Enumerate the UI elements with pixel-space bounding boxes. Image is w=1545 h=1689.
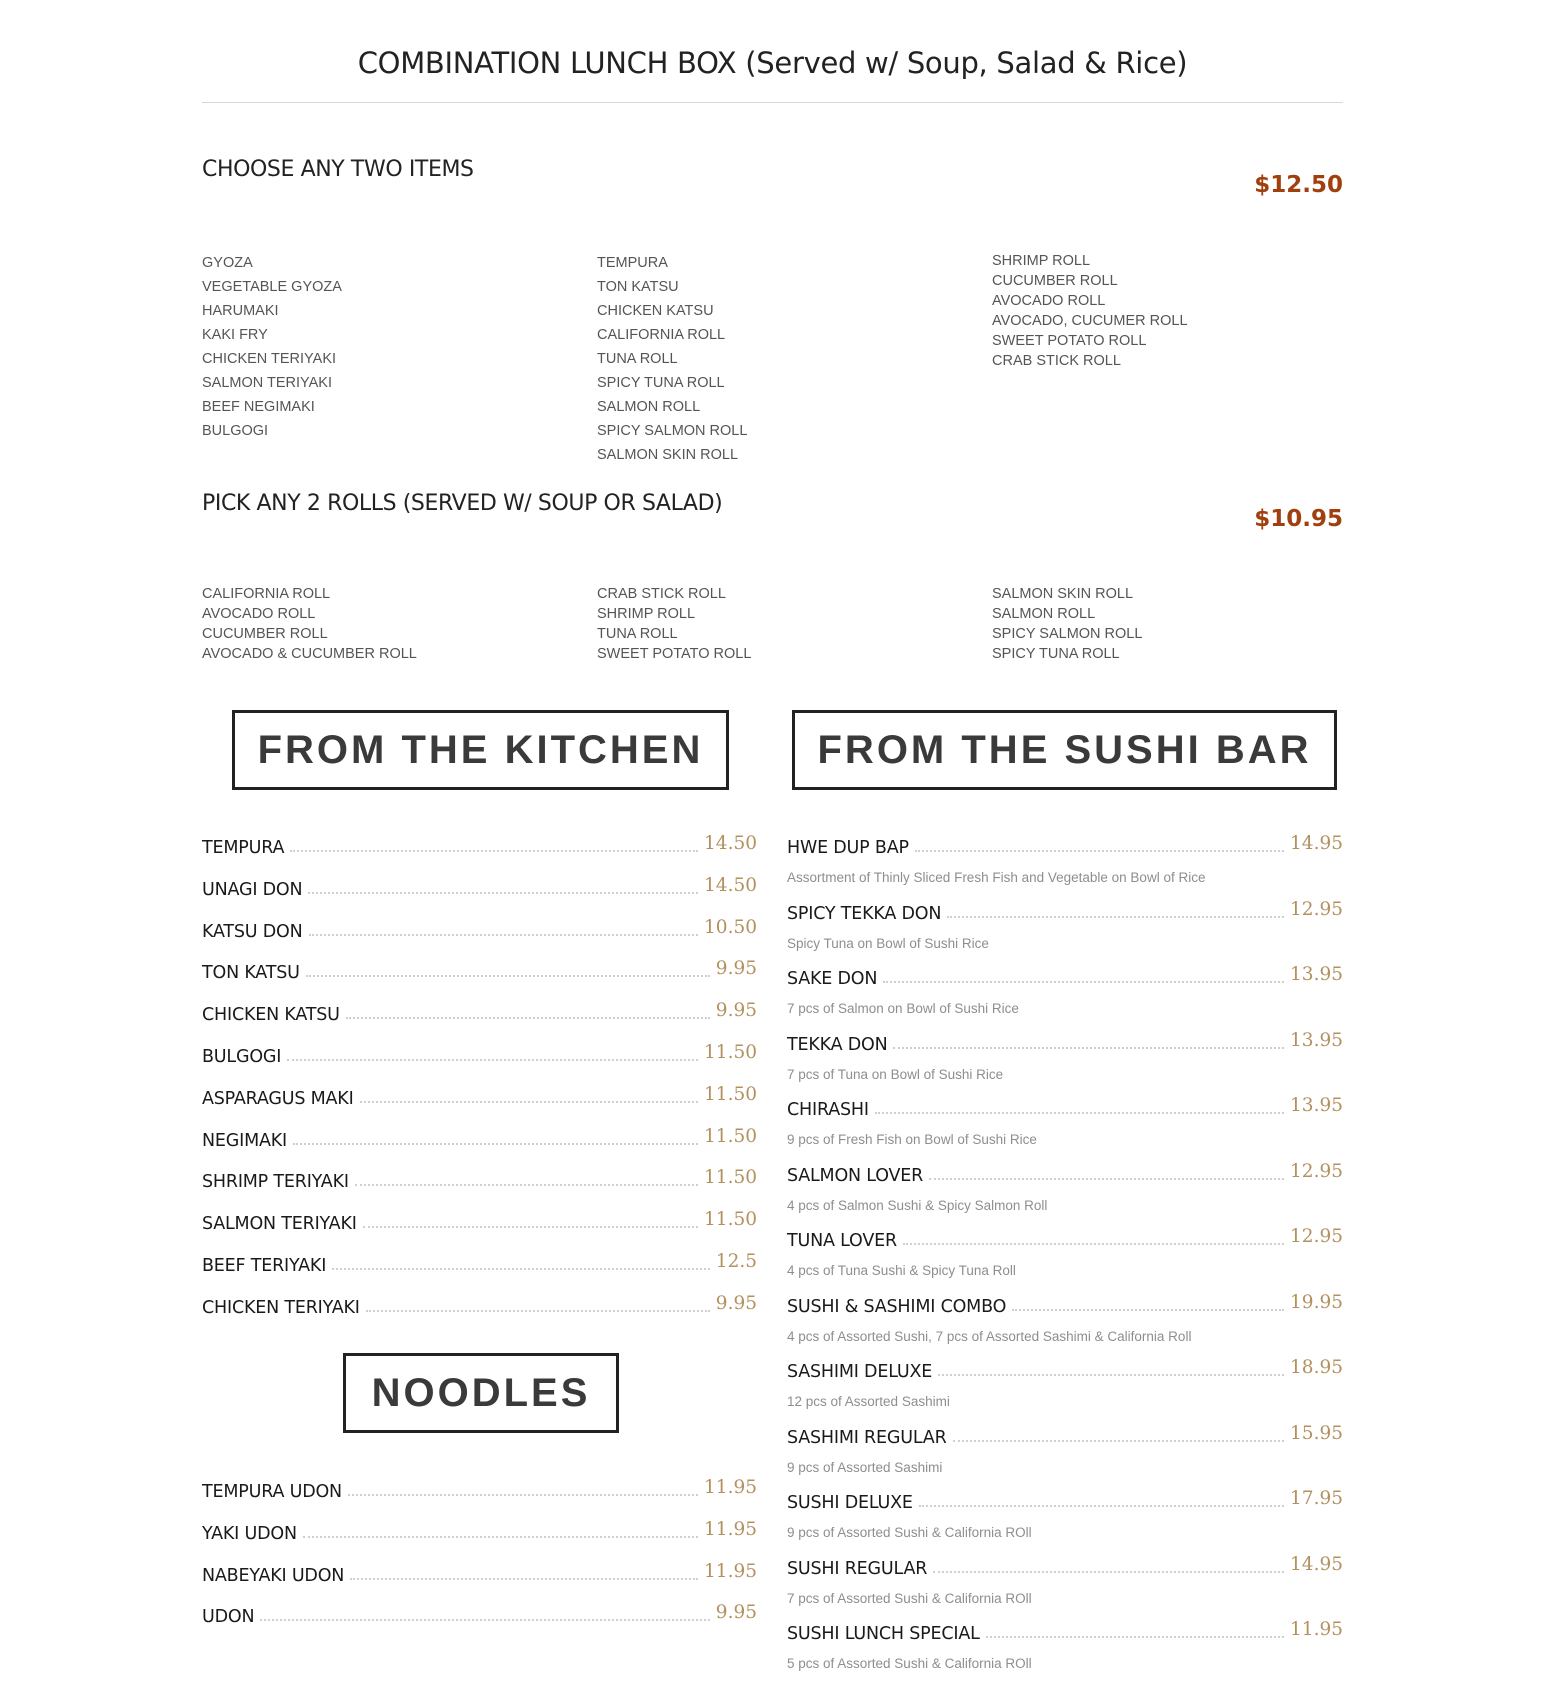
menu-item-price: 11.95: [704, 1560, 757, 1582]
menu-item-price: 12.95: [1290, 1160, 1343, 1182]
menu-item-row: [787, 1029, 1343, 1055]
menu-item: [202, 1518, 757, 1565]
combo-option: SWEET POTATO ROLL: [597, 646, 752, 662]
menu-item-price: 17.95: [1290, 1488, 1343, 1509]
dot-leader: [919, 1505, 1284, 1507]
menu-item-name: SUSHI DELUXE: [787, 1493, 913, 1513]
combo-1-column-2: [597, 251, 967, 467]
combo-option: SALMON TERIYAKI: [202, 375, 332, 391]
dot-leader: [306, 975, 710, 977]
menu-item: [202, 1167, 757, 1213]
menu-item-price: 9.95: [715, 958, 757, 980]
menu-item-name: BULGOGI: [202, 1046, 282, 1067]
dot-leader: [348, 1494, 698, 1496]
menu-item-name: SUSHI REGULAR: [787, 1558, 928, 1579]
combo-option: CRAB STICK ROLL: [992, 353, 1121, 369]
menu-item-row: [787, 1422, 1343, 1448]
kitchen-menu-list: [202, 833, 757, 1339]
kitchen-heading: FROM THE KITCHEN: [232, 710, 729, 790]
menu-item-description: 7 pcs of Assorted Sushi & California ROll: [787, 1590, 1032, 1606]
menu-item: [202, 916, 757, 963]
menu-item-name: KATSU DON: [202, 921, 303, 942]
menu-item-row: [202, 916, 757, 942]
menu-item-row: [202, 833, 757, 858]
combo-option: CALIFORNIA ROLL: [202, 586, 331, 602]
combo-option: CUCUMBER ROLL: [992, 273, 1118, 289]
combo-price: $10.95: [1254, 506, 1343, 532]
menu-item-name: SALMON LOVER: [787, 1165, 924, 1186]
menu-item-row: [202, 1083, 757, 1109]
combo-option: SALMON SKIN ROLL: [992, 586, 1134, 602]
menu-item-row: [787, 1488, 1343, 1513]
combo-1-items: [202, 251, 1343, 461]
menu-item-price: 9.95: [715, 1292, 757, 1314]
combo-option: CHICKEN TERIYAKI: [202, 351, 337, 367]
menu-item-row: [202, 1518, 757, 1544]
combo-option: HARUMAKI: [202, 303, 279, 319]
combo-option: AVOCADO, CUCUMER ROLL: [992, 313, 1188, 329]
menu-item: [202, 1292, 757, 1339]
menu-item-price: 11.50: [704, 1083, 757, 1105]
menu-item: [787, 1160, 1343, 1231]
menu-item-name: SASHIMI DELUXE: [787, 1362, 933, 1382]
dot-leader: [290, 850, 698, 852]
menu-item: [787, 833, 1343, 903]
menu-item-row: [787, 1160, 1343, 1186]
combo-option: CALIFORNIA ROLL: [597, 327, 726, 343]
combo-option: BEEF NEGIMAKI: [202, 399, 315, 415]
menu-item-description: 7 pcs of Salmon on Bowl of Sushi Rice: [787, 1001, 1019, 1016]
menu-item-name: NEGIMAKI: [202, 1130, 287, 1151]
combo-option: GYOZA: [202, 255, 253, 271]
sushi-bar-heading: FROM THE SUSHI BAR: [792, 710, 1337, 790]
menu-item-row: [202, 1560, 757, 1586]
menu-item: [787, 1488, 1343, 1558]
dot-leader: [363, 1226, 698, 1228]
menu-item-name: TEKKA DON: [787, 1034, 888, 1055]
menu-item-name: CHICKEN TERIYAKI: [202, 1297, 360, 1318]
menu-item-row: [202, 1125, 757, 1151]
menu-item-description: 4 pcs of Assorted Sushi, 7 pcs of Assorted Sashimi & California Roll: [787, 1328, 1192, 1344]
menu-item-name: ASPARAGUS MAKI: [202, 1088, 354, 1109]
menu-item-description: 9 pcs of Fresh Fish on Bowl of Sushi Rice: [787, 1132, 1037, 1147]
menu-item-description: 4 pcs of Salmon Sushi & Spicy Salmon Roll: [787, 1197, 1048, 1213]
sushi-menu-list: [787, 833, 1343, 1689]
dot-leader: [986, 1636, 1284, 1638]
dot-leader: [309, 934, 699, 936]
combo-section-1: [202, 157, 1343, 197]
combo-option: CRAB STICK ROLL: [597, 586, 726, 602]
menu-item-price: 11.50: [704, 1125, 757, 1147]
menu-item-row: [202, 1477, 757, 1502]
menu-item-price: 11.50: [704, 1041, 757, 1063]
dot-leader: [366, 1310, 710, 1312]
menu-item-row: [787, 1553, 1343, 1579]
dot-leader: [893, 1047, 1284, 1049]
menu-item-description: Assortment of Thinly Sliced Fresh Fish and Vegetable on Bowl of Rice: [787, 870, 1206, 885]
menu-item-price: 15.95: [1290, 1422, 1343, 1444]
menu-item-row: [202, 1167, 757, 1193]
combo-option: SALMON SKIN ROLL: [597, 447, 739, 463]
menu-item-description: 12 pcs of Assorted Sashimi: [787, 1394, 950, 1409]
combo-1-column-3: [992, 251, 1362, 371]
combo-option: SPICY SALMON ROLL: [597, 423, 748, 439]
dot-leader: [287, 1059, 698, 1061]
menu-item-price: 14.95: [1290, 833, 1343, 854]
combo-option: TEMPURA: [597, 255, 668, 271]
menu-item: [202, 958, 757, 1004]
dot-leader: [303, 1536, 698, 1538]
dot-leader: [293, 1143, 698, 1145]
combo-option: TUNA ROLL: [597, 626, 678, 642]
menu-item-name: SAKE DON: [787, 969, 878, 989]
combo-2-items: [202, 584, 1343, 674]
menu-item: [787, 1619, 1343, 1689]
menu-item-description: 9 pcs of Assorted Sushi & California ROll: [787, 1525, 1032, 1540]
menu-item-price: 11.95: [1290, 1619, 1343, 1640]
dot-leader: [355, 1184, 698, 1186]
menu-item-price: 11.50: [704, 1209, 757, 1231]
combo-option: CUCUMBER ROLL: [202, 626, 328, 642]
combo-option: VEGETABLE GYOZA: [202, 279, 342, 295]
combo-option: SHRIMP ROLL: [992, 253, 1091, 269]
combo-option: KAKI FRY: [202, 327, 268, 343]
menu-item-row: [787, 1291, 1343, 1317]
menu-item: [787, 1422, 1343, 1493]
menu-item-row: [787, 833, 1343, 858]
menu-item-row: [787, 898, 1343, 924]
menu-item-name: SHRIMP TERIYAKI: [202, 1172, 349, 1193]
menu-item-name: CHIRASHI: [787, 1100, 869, 1120]
menu-item: [787, 1029, 1343, 1100]
menu-item: [202, 833, 757, 879]
menu-item: [202, 1209, 757, 1255]
menu-item-price: 14.50: [704, 874, 757, 896]
menu-item: [787, 964, 1343, 1034]
menu-item-name: TUNA LOVER: [787, 1231, 897, 1251]
menu-item-row: [787, 1226, 1343, 1251]
menu-item-name: BEEF TERIYAKI: [202, 1255, 327, 1276]
menu-item-row: [202, 958, 757, 984]
menu-item-price: 12.95: [1290, 898, 1343, 920]
combo-2-column-3: [992, 584, 1362, 664]
menu-item-row: [202, 1292, 757, 1318]
menu-item-price: 13.95: [1290, 964, 1343, 985]
menu-item-name: SUSHI & SASHIMI COMBO: [787, 1296, 1007, 1317]
combo-option: SPICY TUNA ROLL: [597, 375, 725, 391]
combo-section-2: [202, 491, 1343, 531]
menu-item-name: SASHIMI REGULAR: [787, 1427, 947, 1448]
dot-leader: [332, 1268, 710, 1270]
menu-item-name: SUSHI LUNCH SPECIAL: [787, 1624, 980, 1644]
menu-item-row: [787, 1357, 1343, 1382]
menu-item-description: 4 pcs of Tuna Sushi & Spicy Tuna Roll: [787, 1263, 1016, 1278]
menu-item-price: 12.95: [1290, 1226, 1343, 1247]
menu-item-row: [202, 1041, 757, 1067]
menu-item-price: 18.95: [1290, 1357, 1343, 1378]
menu-item-name: UNAGI DON: [202, 879, 303, 900]
combo-price: $12.50: [1254, 172, 1343, 198]
combo-option: TUNA ROLL: [597, 351, 678, 367]
menu-item-name: UDON: [202, 1607, 255, 1628]
combo-option: CHICKEN KATSU: [597, 303, 714, 319]
menu-item-name: YAKI UDON: [202, 1523, 297, 1544]
menu-page: [202, 0, 1343, 1671]
combo-header: [202, 157, 1343, 197]
dot-leader: [350, 1578, 698, 1580]
menu-item-row: [202, 1209, 757, 1235]
menu-item-row: [202, 1602, 757, 1628]
menu-item: [787, 1357, 1343, 1427]
combo-1-column-1: [202, 251, 572, 443]
menu-item-row: [202, 874, 757, 900]
combo-option: TON KATSU: [597, 279, 679, 295]
dot-leader: [308, 892, 698, 894]
dot-leader: [260, 1619, 709, 1621]
menu-item: [787, 898, 1343, 969]
menu-item-price: 9.95: [715, 1000, 757, 1022]
dot-leader: [883, 981, 1284, 983]
dot-leader: [346, 1017, 710, 1019]
page-title: COMBINATION LUNCH BOX (Served w/ Soup, Salad & Rice): [357, 46, 1188, 80]
dot-leader: [360, 1101, 698, 1103]
menu-item-name: CHICKEN KATSU: [202, 1005, 340, 1026]
menu-item-price: 9.95: [715, 1602, 757, 1624]
menu-item-name: TEMPURA UDON: [202, 1482, 342, 1502]
title-divider: [202, 102, 1343, 103]
menu-item: [202, 1250, 757, 1297]
menu-item: [787, 1291, 1343, 1362]
menu-item-price: 13.95: [1290, 1029, 1343, 1051]
menu-item-row: [202, 1250, 757, 1276]
combo-2-column-1: [202, 584, 572, 664]
menu-item-price: 14.95: [1290, 1553, 1343, 1575]
menu-item-name: HWE DUP BAP: [787, 838, 909, 858]
dot-leader: [938, 1374, 1284, 1376]
combo-option: AVOCADO ROLL: [992, 293, 1106, 309]
noodles-heading: NOODLES: [343, 1353, 619, 1433]
combo-option: SALMON ROLL: [992, 606, 1096, 622]
menu-item-name: TEMPURA: [202, 838, 285, 858]
combo-option: SPICY SALMON ROLL: [992, 626, 1143, 642]
menu-item-description: Spicy Tuna on Bowl of Sushi Rice: [787, 935, 989, 951]
dot-leader: [875, 1112, 1284, 1114]
menu-item-price: 11.50: [704, 1167, 757, 1189]
menu-item: [787, 1553, 1343, 1624]
menu-item: [202, 1560, 757, 1607]
combo-option: SHRIMP ROLL: [597, 606, 696, 622]
menu-item: [202, 1041, 757, 1088]
menu-item-name: SALMON TERIYAKI: [202, 1214, 357, 1235]
menu-item: [202, 1125, 757, 1172]
dot-leader: [915, 850, 1284, 852]
menu-item-name: SPICY TEKKA DON: [787, 903, 942, 924]
noodles-menu-list: [202, 1477, 757, 1648]
menu-item: [202, 874, 757, 921]
combo-option: SPICY TUNA ROLL: [992, 646, 1120, 662]
dot-leader: [929, 1178, 1284, 1180]
combo-option: SWEET POTATO ROLL: [992, 333, 1147, 349]
menu-item-price: 11.95: [704, 1518, 757, 1540]
combo-title: PICK ANY 2 ROLLS (SERVED W/ SOUP OR SALAD): [202, 491, 723, 516]
menu-item-price: 13.95: [1290, 1095, 1343, 1116]
menu-item: [202, 1000, 757, 1046]
menu-item-row: [787, 1095, 1343, 1120]
combo-2-column-2: [597, 584, 967, 664]
combo-option: SALMON ROLL: [597, 399, 701, 415]
dot-leader: [947, 916, 1284, 918]
menu-item-description: 9 pcs of Assorted Sashimi: [787, 1459, 943, 1475]
menu-item-description: 5 pcs of Assorted Sushi & California ROll: [787, 1656, 1032, 1671]
menu-item: [202, 1602, 757, 1648]
menu-item-row: [787, 1619, 1343, 1644]
menu-item-price: 19.95: [1290, 1291, 1343, 1313]
combo-header: [202, 491, 1343, 531]
menu-item-description: 7 pcs of Tuna on Bowl of Sushi Rice: [787, 1066, 1004, 1082]
menu-item: [202, 1083, 757, 1130]
menu-item-price: 11.95: [704, 1477, 757, 1498]
menu-item-row: [202, 1000, 757, 1026]
combo-option: AVOCADO & CUCUMBER ROLL: [202, 646, 417, 662]
dot-leader: [903, 1243, 1284, 1245]
menu-item-price: 10.50: [704, 916, 757, 938]
menu-item: [787, 1226, 1343, 1296]
menu-item-name: TON KATSU: [202, 963, 300, 984]
menu-item-name: NABEYAKI UDON: [202, 1565, 345, 1586]
menu-item: [202, 1477, 757, 1523]
menu-item-price: 14.50: [704, 833, 757, 854]
combo-option: AVOCADO ROLL: [202, 606, 316, 622]
dot-leader: [953, 1440, 1285, 1442]
menu-item: [787, 1095, 1343, 1165]
dot-leader: [933, 1571, 1284, 1573]
combo-option: BULGOGI: [202, 423, 269, 439]
menu-item-price: 12.5: [715, 1250, 757, 1272]
combo-title: CHOOSE ANY TWO ITEMS: [202, 157, 474, 182]
menu-item-row: [787, 964, 1343, 989]
dot-leader: [1012, 1309, 1284, 1311]
